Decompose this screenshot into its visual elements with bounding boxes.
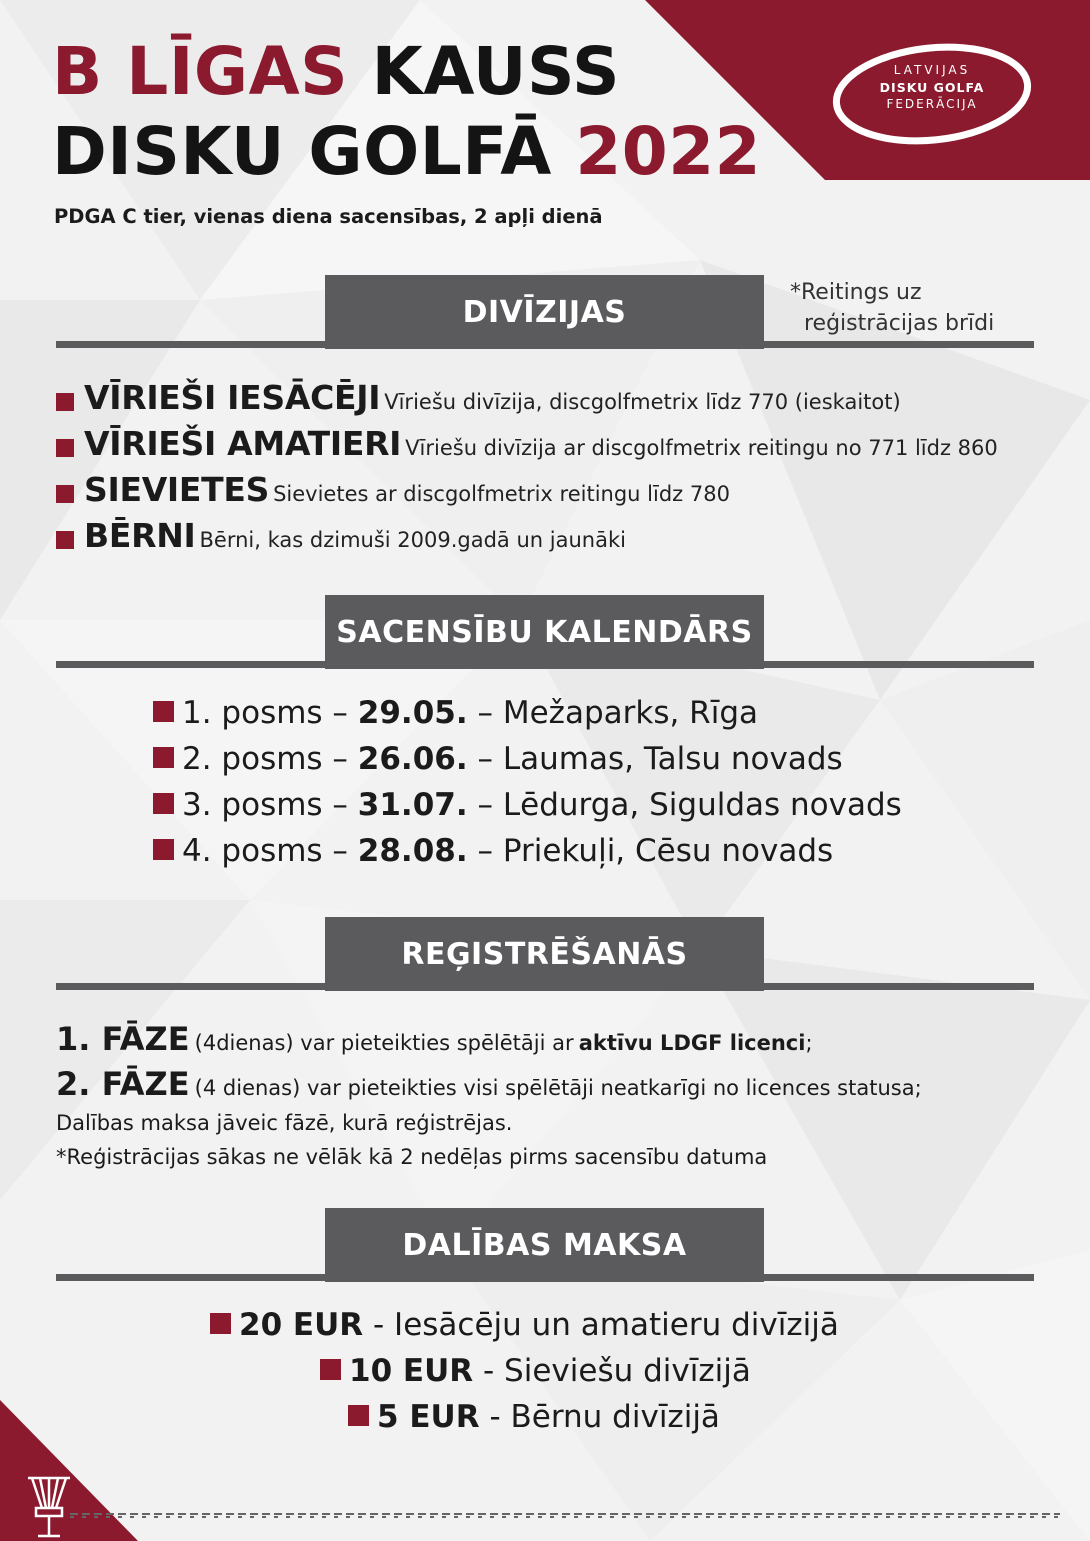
rating-note-line-1: *Reitings uz [790,280,922,305]
rating-note-line-2: reģistrācijas brīdi [804,311,995,336]
stage-date: 29.05. [357,695,468,731]
stage-label: 1. posms – [182,695,348,731]
stage-label: 4. posms – [182,833,348,869]
stage-label: 2. posms – [182,741,348,777]
calendar-header: SACENSĪBU KALENDĀRS [325,595,764,669]
square-bullet-icon [56,439,74,457]
chain-line [70,1514,1060,1517]
phase-2-label: 2. FĀZE [56,1065,190,1103]
list-item [56,375,998,421]
division-desc: Sievietes ar discgolfmetrix reitingu līdz 780 [273,482,730,506]
phase-1 [56,1016,1056,1062]
bottom-decoration [0,1390,1090,1541]
division-name: VĪRIEŠI IESĀCĒJI [84,378,381,417]
registration-note-2: *Reģistrācijas sākas ne vēlāk kā 2 nedēļas pirms sacensību datuma [56,1145,768,1169]
stage-place: – Lēdurga, Siguldas novads [477,787,902,823]
square-bullet-icon [320,1359,341,1380]
rating-note [790,277,994,339]
list-item [0,1302,1090,1348]
list-item [153,828,902,874]
list-item [153,736,902,782]
division-desc: Vīriešu divīzija, discgolfmetrix līdz 770 (ieskaitot) [384,390,901,414]
stage-place: – Mežaparks, Rīga [477,695,758,731]
fee-amount: 10 EUR [349,1353,474,1389]
list-item [153,782,902,828]
fee-amount: 20 EUR [239,1307,364,1343]
registration-info [56,1016,1056,1174]
fee-desc: - Iesācēju un amatieru divīzijā [373,1307,839,1343]
registration-header: REĢISTRĒŠANĀS [325,917,764,991]
subtitle: PDGA C tier, vienas diena sacensības, 2 apļi dienā [54,205,603,228]
page-title [52,32,761,192]
fee-header: DALĪBAS MAKSA [325,1208,764,1282]
registration-note-1: Dalības maksa jāveic fāzē, kurā reģistrējas. [56,1111,513,1135]
square-bullet-icon [153,701,174,722]
list-item [56,513,998,559]
square-bullet-icon [56,393,74,411]
division-name: VĪRIEŠI AMATIERI [84,424,402,463]
list-item [56,467,998,513]
phase-1-end: ; [805,1031,813,1055]
logo-line-3: FEDERĀCIJA [886,97,978,111]
division-name: SIEVIETES [84,470,270,509]
stage-label: 3. posms – [182,787,348,823]
title-line2-red: 2022 [575,113,762,190]
title-line1-dark: KAUSS [371,33,621,110]
stage-date: 31.07. [357,787,468,823]
divisions-list [56,375,998,559]
phase-2 [56,1062,1056,1106]
stage-date: 26.06. [357,741,468,777]
divisions-header: DIVĪZIJAS [325,275,764,349]
square-bullet-icon [56,531,74,549]
title-line2-dark: DISKU GOLFĀ [52,113,552,190]
title-line1-red: B LĪGAS [52,33,349,110]
fee-desc: - Bērnu divīzijā [489,1399,720,1435]
stage-date: 28.08. [357,833,468,869]
phase-1-license: aktīvu LDGF licenci [578,1031,806,1055]
square-bullet-icon [153,839,174,860]
stage-place: – Priekuļi, Cēsu novads [477,833,834,869]
fee-amount: 5 EUR [377,1399,480,1435]
list-item [153,690,902,736]
square-bullet-icon [153,793,174,814]
square-bullet-icon [153,747,174,768]
logo-line-1: LATVIJAS [893,63,971,77]
logo-line-2: DISKU GOLFA [879,80,985,95]
phase-2-text: (4 dienas) var pieteikties visi spēlētāji neatkarīgi no licences statusa; [194,1076,922,1100]
ldgf-logo [852,62,1012,113]
phase-1-label: 1. FĀZE [56,1020,190,1058]
calendar-list [153,690,902,874]
list-item [0,1348,1090,1394]
square-bullet-icon [56,485,74,503]
list-item [56,421,998,467]
phase-1-text: (4dienas) var pieteikties spēlētāji ar [194,1031,574,1055]
square-bullet-icon [210,1313,231,1334]
division-desc: Bērni, kas dzimuši 2009.gadā un jaunāki [199,528,626,552]
stage-place: – Laumas, Talsu novads [477,741,843,777]
division-desc: Vīriešu divīzija ar discgolfmetrix reitingu no 771 līdz 860 [405,436,998,460]
division-name: BĒRNI [84,516,196,555]
fee-desc: - Sieviešu divīzijā [483,1353,751,1389]
